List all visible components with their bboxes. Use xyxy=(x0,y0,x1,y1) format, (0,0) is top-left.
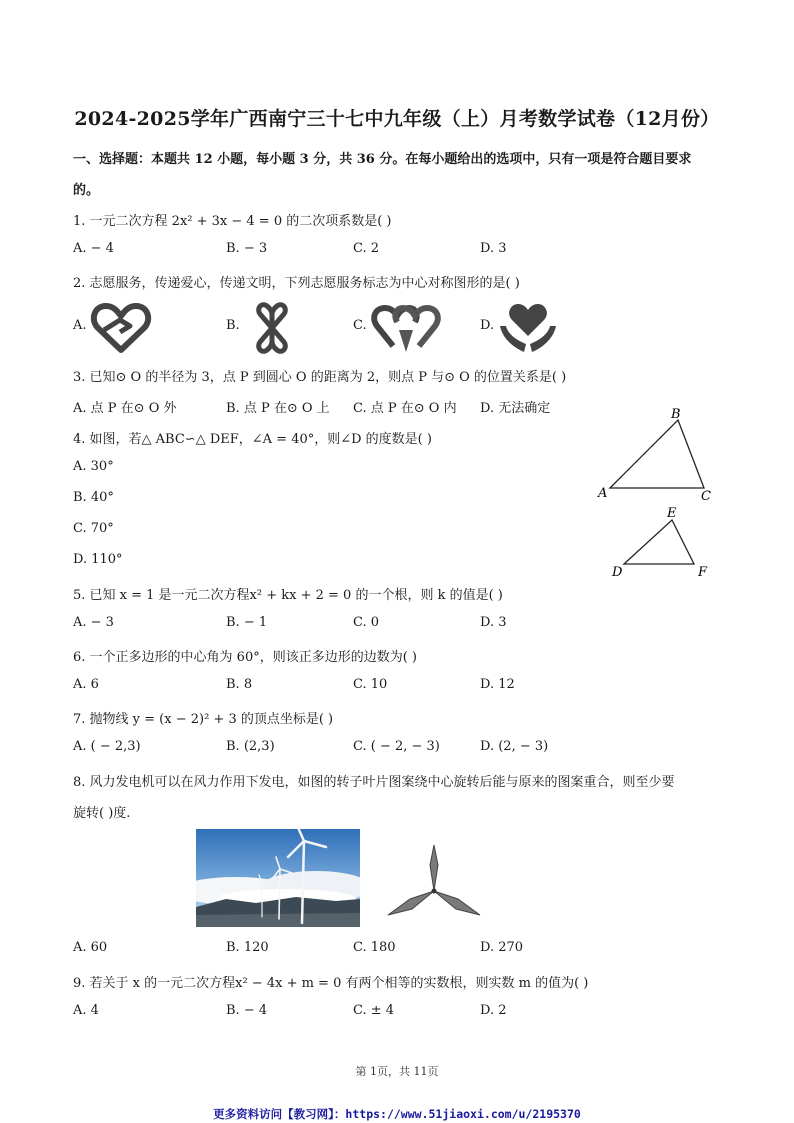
question-5-options xyxy=(73,615,593,633)
question-9-options xyxy=(73,1003,593,1021)
option-a: A. 4 xyxy=(73,1003,99,1018)
label-d: D xyxy=(612,565,623,580)
option-d: D. (2, − 3) xyxy=(480,739,549,754)
option-b: B. 120 xyxy=(226,940,269,955)
question-1-stem: 1. 一元二次方程 2x² + 3x − 4 = 0 的二次项系数是( ) xyxy=(73,214,392,229)
option-c: C. 10 xyxy=(353,677,388,692)
option-b: B. (2,3) xyxy=(226,739,275,754)
option-a: A. 点 P 在⊙ O 外 xyxy=(73,401,177,416)
question-5-stem: 5. 已知 x = 1 是一元二次方程x² + kx + 2 = 0 的一个根，则 k 的值是( ) xyxy=(73,588,503,603)
question-6-stem: 6. 一个正多边形的中心角为 60°，则该正多边形的边数为( ) xyxy=(73,650,417,665)
question-1-options xyxy=(73,241,593,259)
option-a: A. − 3 xyxy=(73,615,114,630)
option-c: C. 2 xyxy=(353,241,380,256)
rotor-blades-figure xyxy=(386,843,482,921)
wind-turbine-photo xyxy=(196,829,360,927)
question-8-stem-line2: 旋转( )度. xyxy=(73,806,131,821)
page-number: 第 1页，共 11页 xyxy=(355,1065,439,1078)
question-3-options xyxy=(73,397,593,415)
option-d: D. 3 xyxy=(480,615,507,630)
option-d: D. 2 xyxy=(480,1003,507,1018)
question-6-options xyxy=(73,677,593,695)
ribbon-hearts-symbol-icon xyxy=(371,300,441,356)
option-d: D. xyxy=(480,318,495,333)
triangle-abc xyxy=(610,420,704,488)
resource-link[interactable]: 更多资料访问【教习网】：https://www.51jiaoxi.com/u/2195370 xyxy=(213,1107,581,1121)
option-a: A. 6 xyxy=(73,677,99,692)
label-a: A xyxy=(598,486,608,501)
label-e: E xyxy=(667,506,677,521)
option-c: C. 点 P 在⊙ O 内 xyxy=(353,401,457,416)
four-hearts-symbol-icon xyxy=(240,300,304,356)
option-d: D. 3 xyxy=(480,241,507,256)
heart-in-hands-symbol-icon xyxy=(496,300,560,356)
question-2-options xyxy=(73,300,593,356)
option-a: A. xyxy=(73,318,87,333)
question-4-option-c: C. 70° xyxy=(73,521,114,536)
option-b: B. 点 P 在⊙ O 上 xyxy=(226,401,330,416)
page-title: 2024-2025学年广西南宁三十七中九年级（上）月考数学试卷（12月份） xyxy=(74,108,720,130)
option-c: C. xyxy=(353,318,367,333)
question-7-stem: 7. 抛物线 y = (x − 2)² + 3 的顶点坐标是( ) xyxy=(73,712,334,727)
option-d: D. 12 xyxy=(480,677,515,692)
question-4-option-a: A. 30° xyxy=(73,459,114,474)
option-c: C. 180 xyxy=(353,940,396,955)
label-b: B xyxy=(671,408,681,422)
option-b: B. xyxy=(226,318,240,333)
heart-hand-symbol-icon xyxy=(90,300,152,354)
option-b: B. − 1 xyxy=(226,615,268,630)
option-b: B. 8 xyxy=(226,677,253,692)
question-4-option-b: B. 40° xyxy=(73,490,114,505)
question-4-option-d: D. 110° xyxy=(73,552,123,567)
label-f: F xyxy=(698,565,708,580)
section-heading-line1: 一、选择题：本题共 12 小题，每小题 3 分，共 36 分。在每小题给出的选项中，只有一项是符合题目要求 xyxy=(73,152,692,167)
label-c: C xyxy=(701,489,711,504)
option-a: A. 60 xyxy=(73,940,108,955)
question-8-stem-line1: 8. 风力发电机可以在风力作用下发电，如图的转子叶片图案绕中心旋转后能与原来的图案重合，则至少要 xyxy=(73,775,675,790)
question-7-options xyxy=(73,739,593,757)
question-9-stem: 9. 若关于 x 的一元二次方程x² − 4x + m = 0 有两个相等的实数根，则实数 m 的值为( ) xyxy=(73,976,589,991)
option-b: B. − 4 xyxy=(226,1003,268,1018)
option-d: D. 无法确定 xyxy=(480,401,551,416)
question-4-stem: 4. 如图，若△ ABC∽△ DEF，∠A = 40°，则∠D 的度数是( ) xyxy=(73,432,432,447)
option-c: C. ( − 2, − 3) xyxy=(353,739,440,754)
option-d: D. 270 xyxy=(480,940,524,955)
question-2-stem: 2. 志愿服务，传递爱心，传递文明，下列志愿服务标志为中心对称图形的是( ) xyxy=(73,276,520,291)
similar-triangles-figure xyxy=(590,408,720,583)
question-3-stem: 3. 已知⊙ O 的半径为 3，点 P 到圆心 O 的距离为 2，则点 P 与⊙ O 的位置关系是( ) xyxy=(73,370,567,385)
option-a: A. − 4 xyxy=(73,241,114,256)
question-8-options xyxy=(73,940,593,958)
option-a: A. ( − 2,3) xyxy=(73,739,141,754)
triangle-def xyxy=(624,520,694,564)
option-b: B. − 3 xyxy=(226,241,268,256)
option-c: C. ± 4 xyxy=(353,1003,395,1018)
option-c: C. 0 xyxy=(353,615,380,630)
section-heading-line2: 的。 xyxy=(73,183,100,198)
